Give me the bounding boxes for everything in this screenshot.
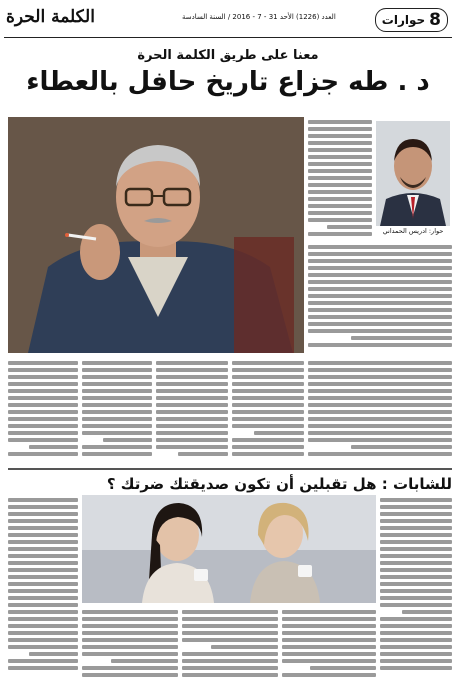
portrait-illustration xyxy=(8,117,304,353)
text-column-3 xyxy=(156,358,228,464)
article2-column-4 xyxy=(182,607,278,685)
article2-column-left xyxy=(8,495,78,685)
text-column-top-right xyxy=(308,117,372,239)
section-divider xyxy=(8,468,452,470)
page-header xyxy=(4,5,452,38)
section-label: حوارات xyxy=(381,13,426,27)
issue-line: العدد (1226) الأحد 31 - 7 - 2016 / السنة السادسة xyxy=(182,13,336,21)
section-tag xyxy=(375,8,448,32)
text-column-2 xyxy=(82,358,152,464)
interviewer-photo xyxy=(376,121,450,226)
article2-column-3 xyxy=(82,607,178,685)
masthead-logo: الكلمة الحرة xyxy=(6,7,95,27)
article2-column-5 xyxy=(282,607,376,685)
text-column-5 xyxy=(308,358,452,464)
text-column-4 xyxy=(232,358,304,464)
text-column-right xyxy=(308,242,452,354)
young-man-illustration xyxy=(376,121,450,226)
main-photo xyxy=(8,117,304,353)
page-number: 8 xyxy=(429,10,441,30)
bottom-photo xyxy=(82,495,376,603)
article2-headline: للشابات : هل تقبلين أن تكون صديقتك ضرتك ؟ xyxy=(106,475,452,493)
two-women-illustration xyxy=(82,495,376,603)
interviewer-caption: حوار: ادريس الحمداني xyxy=(382,227,444,235)
article-headline: د . طه جزاع تاريخ حافل بالعطاء xyxy=(26,67,430,97)
article2-column-right xyxy=(380,495,452,685)
article-kicker: معنا على طريق الكلمة الحرة xyxy=(137,48,319,63)
text-column-1 xyxy=(8,358,78,464)
